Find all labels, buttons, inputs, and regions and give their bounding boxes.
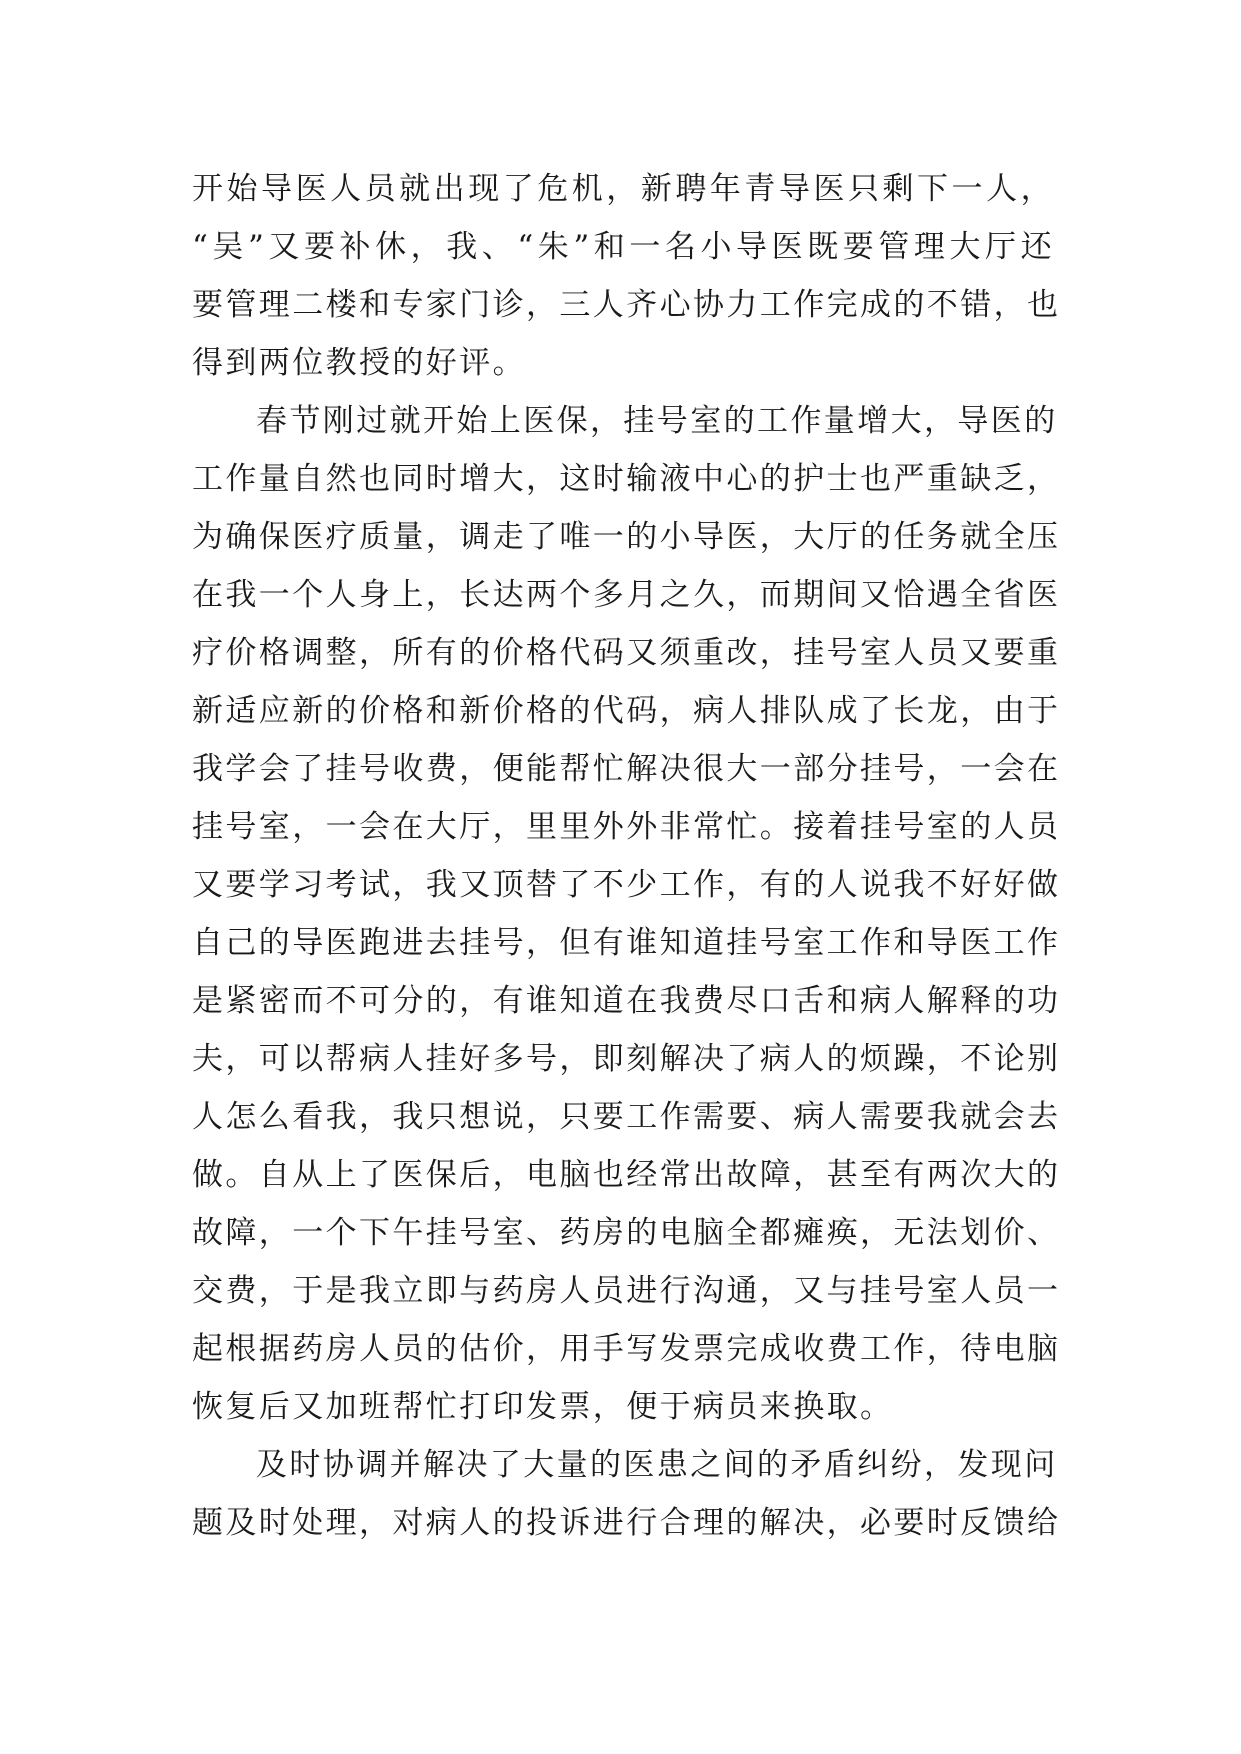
text-line: 及时协调并解决了大量的医患之间的矛盾纠纷，发现问 xyxy=(256,1447,1058,1483)
text-line: 我学会了挂号收费，便能帮忙解决很大一部分挂号，一会在 xyxy=(192,751,1061,787)
text-line: 夫，可以帮病人挂好多号，即刻解决了病人的烦躁，不论别 xyxy=(192,1041,1061,1077)
text-line: 是紧密而不可分的，有谁知道在我费尽口舌和病人解释的功 xyxy=(192,983,1061,1019)
paragraph-2 xyxy=(192,392,1061,1436)
text-line: 题及时处理，对病人的投诉进行合理的解决，必要时反馈给 xyxy=(192,1505,1061,1541)
paragraph-1 xyxy=(192,160,1061,392)
text-line: 又要学习考试，我又顶替了不少工作，有的人说我不好好做 xyxy=(192,867,1061,903)
text-line: 疗价格调整，所有的价格代码又须重改，挂号室人员又要重 xyxy=(192,635,1061,671)
text-line: 故障，一个下午挂号室、药房的电脑全都瘫痪，无法划价、 xyxy=(192,1215,1061,1251)
text-line: 交费，于是我立即与药房人员进行沟通，又与挂号室人员一 xyxy=(192,1273,1061,1309)
text-line: 开始导医人员就出现了危机，新聘年青导医只剩下一人， xyxy=(192,171,1054,207)
text-line: 得到两位教授的好评。 xyxy=(192,345,526,381)
text-line: 做。自从上了医保后，电脑也经常出故障，甚至有两次大的 xyxy=(192,1157,1061,1193)
text-line: 起根据药房人员的估价，用手写发票完成收费工作，待电脑 xyxy=(192,1331,1061,1367)
text-line: 挂号室，一会在大厅，里里外外非常忙。接着挂号室的人员 xyxy=(192,809,1061,845)
text-line: 春节刚过就开始上医保，挂号室的工作量增大，导医的 xyxy=(256,403,1058,439)
paragraph-3 xyxy=(192,1436,1061,1552)
body-text xyxy=(192,160,1061,1552)
text-line: 人怎么看我，我只想说，只要工作需要、病人需要我就会去 xyxy=(192,1099,1061,1135)
text-line: 工作量自然也同时增大，这时输液中心的护士也严重缺乏， xyxy=(192,461,1061,497)
text-line: 恢复后又加班帮忙打印发票，便于病员来换取。 xyxy=(192,1389,894,1425)
text-line: 为确保医疗质量，调走了唯一的小导医，大厅的任务就全压 xyxy=(192,519,1061,555)
text-line: “吴”又要补休，我、“朱”和一名小导医既要管理大厅还 xyxy=(192,229,1054,265)
text-line: 要管理二楼和专家门诊，三人齐心协力工作完成的不错，也 xyxy=(192,287,1061,323)
text-line: 新适应新的价格和新价格的代码，病人排队成了长龙，由于 xyxy=(192,693,1061,729)
text-line: 自己的导医跑进去挂号，但有谁知道挂号室工作和导医工作 xyxy=(192,925,1061,961)
text-line: 在我一个人身上，长达两个多月之久，而期间又恰遇全省医 xyxy=(192,577,1061,613)
